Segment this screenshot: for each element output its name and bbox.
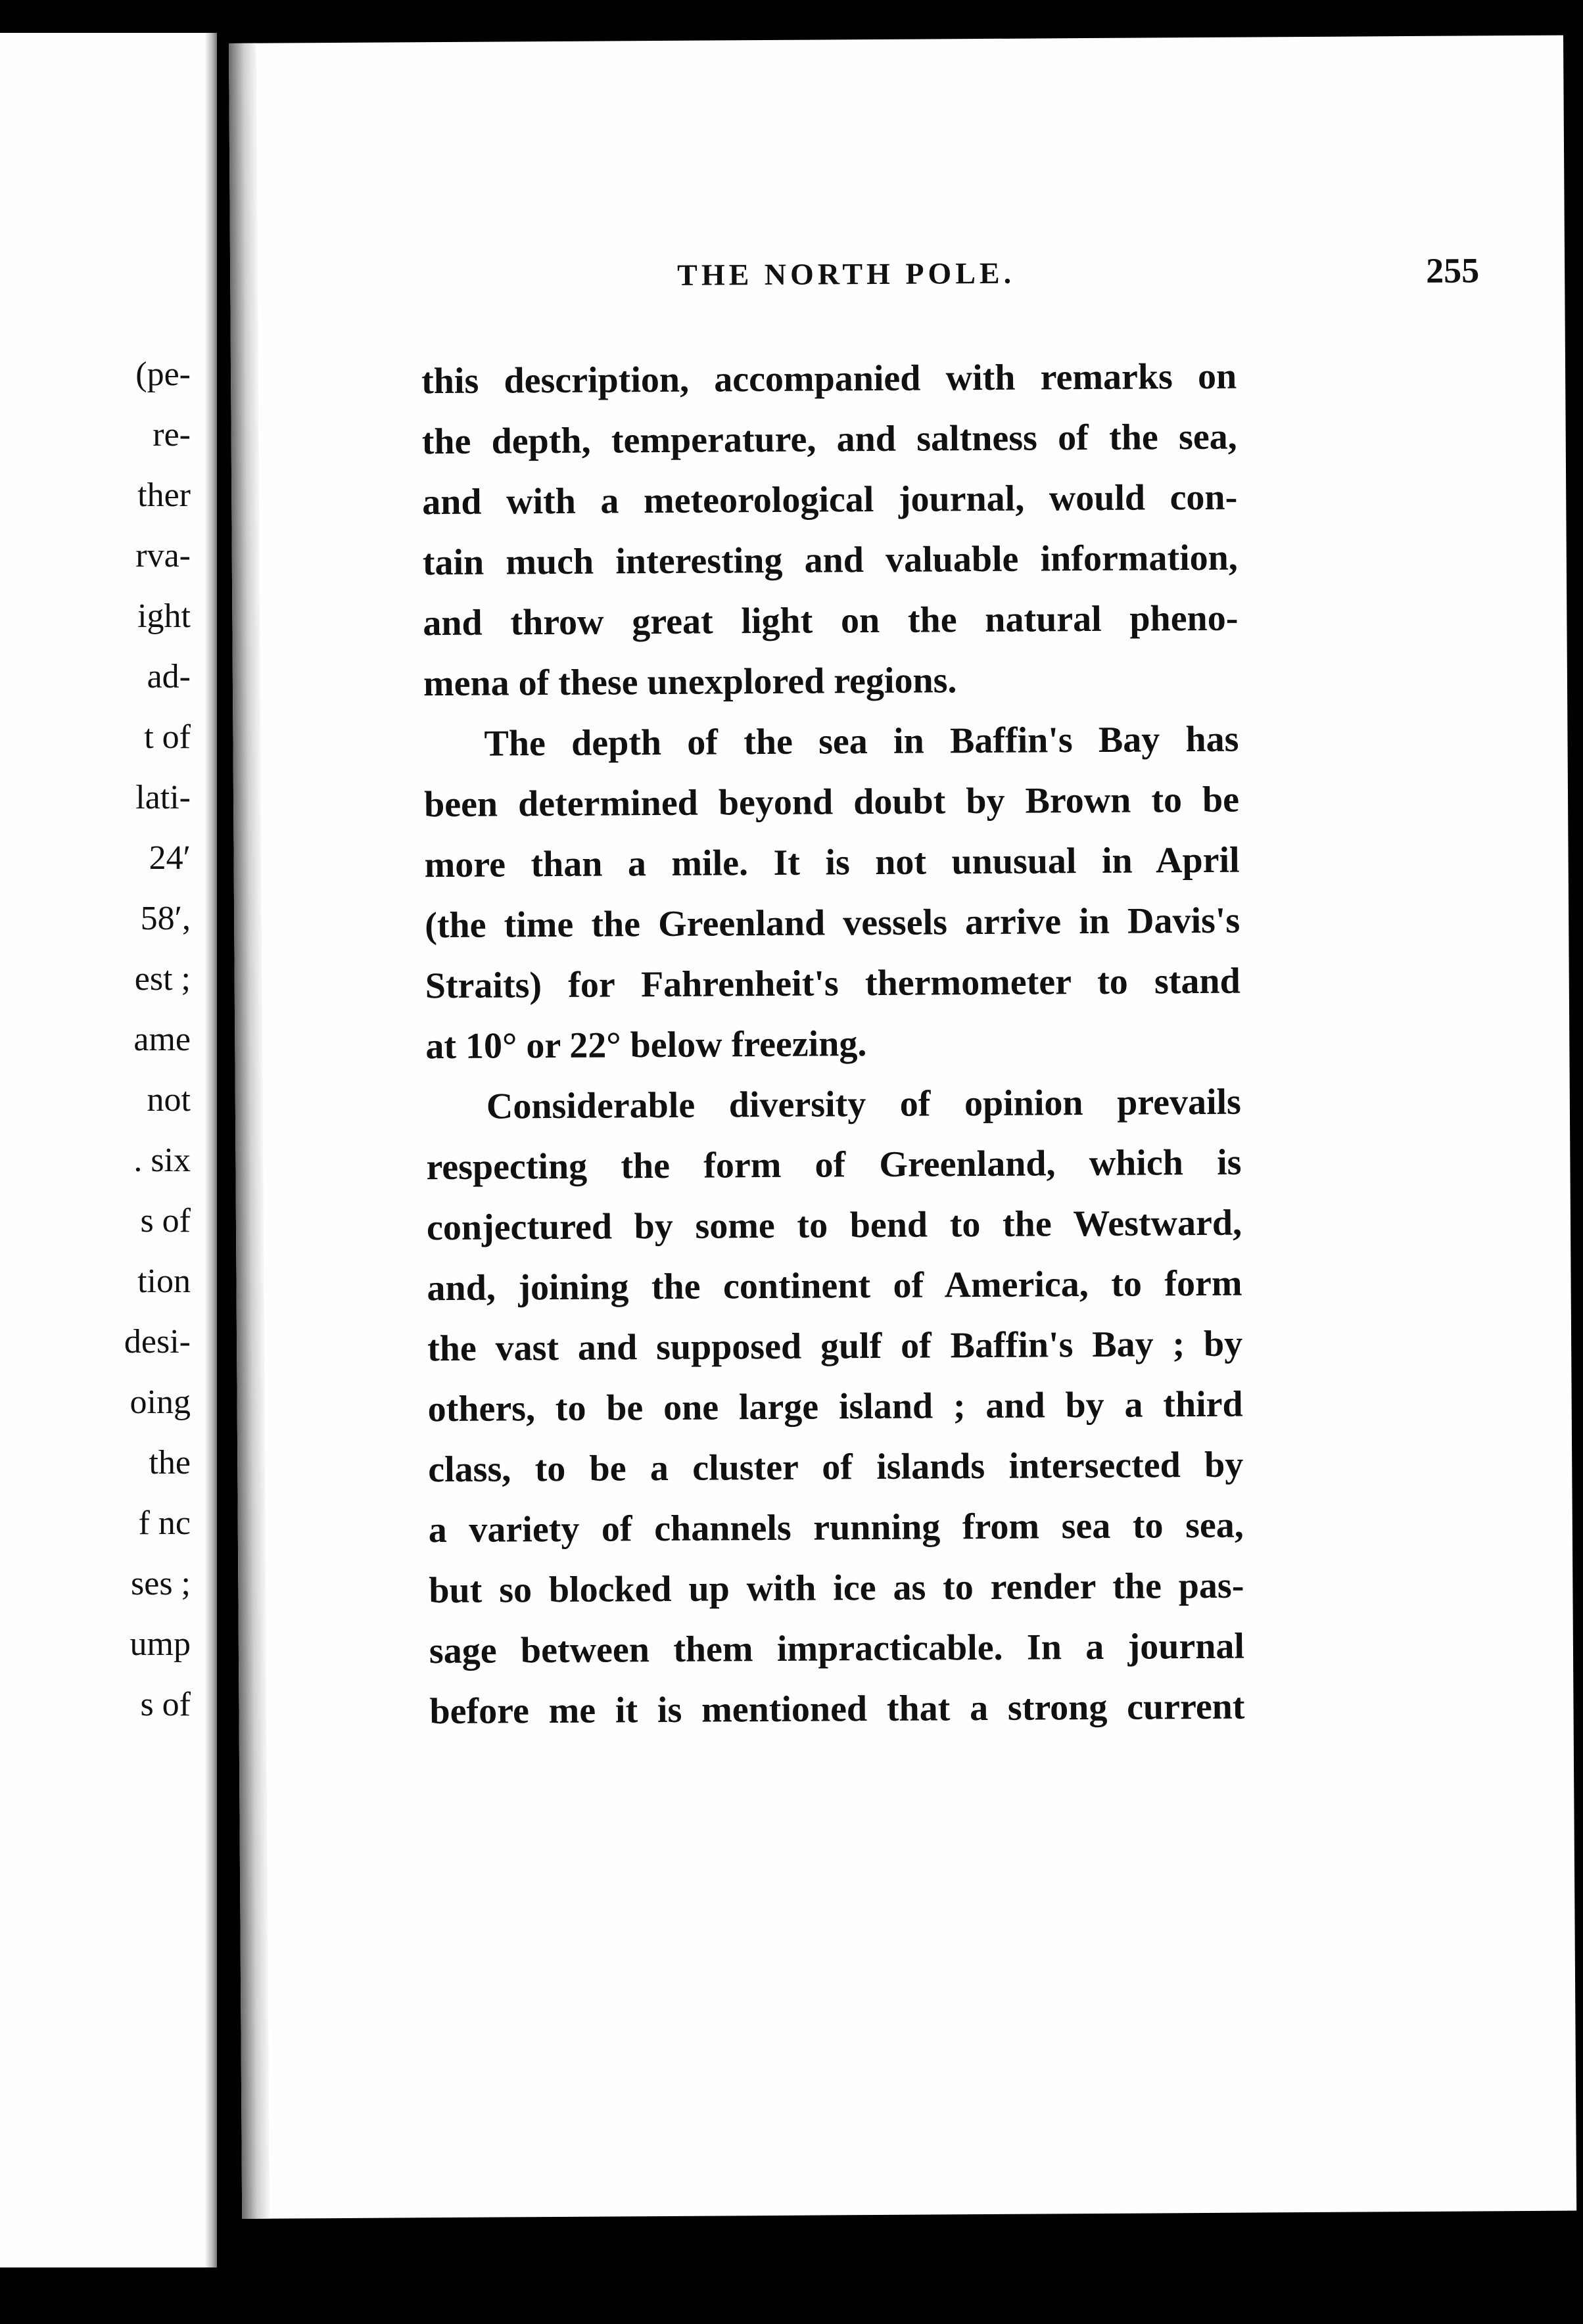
left-page-line: ses ; bbox=[131, 1565, 191, 1602]
text-line: and throw great light on the natural pheno- bbox=[423, 597, 1239, 644]
text-line: tain much interesting and valuable information, bbox=[422, 537, 1238, 584]
left-page-line: . six bbox=[133, 1142, 191, 1179]
left-page-line: ad- bbox=[147, 658, 191, 695]
left-page-line: ame bbox=[133, 1021, 191, 1058]
left-page-line: lati- bbox=[135, 779, 191, 816]
page-number: 255 bbox=[1425, 250, 1480, 290]
text-line: before me it is mentioned that a strong current bbox=[429, 1686, 1245, 1732]
left-page-line: ther bbox=[137, 476, 191, 514]
running-head: THE NORTH POLE. bbox=[677, 256, 1016, 292]
text-line: at 10° or 22° below freezing. bbox=[425, 1023, 867, 1067]
text-line: others, to be one large island ; and by a third bbox=[427, 1383, 1243, 1430]
body-text bbox=[421, 346, 1245, 1742]
text-line: Considerable diversity of opinion prevails bbox=[486, 1081, 1242, 1127]
text-line: been determined beyond doubt by Brown to be bbox=[423, 779, 1240, 825]
paragraph bbox=[423, 709, 1240, 1077]
left-page-line: not bbox=[147, 1081, 191, 1119]
text-line: but so blocked up with ice as to render the pas- bbox=[429, 1565, 1244, 1612]
left-page-line: s of bbox=[140, 1686, 191, 1723]
text-line: sage between them impracticable. In a journal bbox=[429, 1625, 1245, 1672]
left-page-line: t of bbox=[144, 718, 191, 756]
text-line: more than a mile. It is not unusual in April bbox=[424, 839, 1240, 886]
left-facing-page bbox=[0, 33, 217, 2267]
left-page-line: f nc bbox=[138, 1504, 191, 1542]
text-line: and with a meteorological journal, would con- bbox=[422, 476, 1238, 523]
text-line: this description, accompanied with remarks on bbox=[421, 356, 1237, 402]
left-page-line: re- bbox=[153, 416, 191, 453]
left-page-line: 24′ bbox=[149, 839, 191, 877]
left-page-line: ump bbox=[130, 1625, 191, 1663]
left-page-line: 58′, bbox=[140, 900, 191, 937]
text-line: the depth, temperature, and saltness of the sea, bbox=[421, 416, 1237, 463]
left-page-line: s of bbox=[140, 1202, 191, 1240]
left-page-line: tion bbox=[137, 1263, 191, 1300]
book-page bbox=[229, 35, 1576, 2219]
text-line: conjectured by some to bend to the Westward, bbox=[426, 1202, 1242, 1249]
text-line: and, joining the continent of America, to form bbox=[427, 1263, 1242, 1309]
text-line: (the time the Greenland vessels arrive in Davis's bbox=[425, 900, 1240, 946]
text-line: The depth of the sea in Baffin's Bay has bbox=[484, 718, 1239, 764]
text-line: respecting the form of Greenland, which is bbox=[426, 1142, 1242, 1188]
page-header bbox=[677, 252, 1479, 310]
left-page-gutter bbox=[205, 33, 217, 2267]
text-line: Straits) for Fahrenheit's thermometer to stand bbox=[425, 960, 1240, 1007]
left-page-line: oing bbox=[130, 1383, 191, 1421]
page-binding-shadow bbox=[229, 43, 270, 2219]
left-page-line: rva- bbox=[135, 537, 191, 574]
text-line: class, to be a cluster of islands intersected by bbox=[428, 1444, 1244, 1491]
left-page-line: desi- bbox=[124, 1323, 191, 1360]
text-line: mena of these unexplored regions. bbox=[423, 660, 957, 705]
text-line: a variety of channels running from sea to sea, bbox=[428, 1504, 1244, 1551]
left-page-line: est ; bbox=[134, 960, 191, 998]
paragraph bbox=[426, 1072, 1245, 1742]
left-page-line: the bbox=[149, 1444, 191, 1481]
left-page-line: ight bbox=[137, 597, 191, 635]
text-line: the vast and supposed gulf of Baffin's Bay ; by bbox=[427, 1323, 1243, 1370]
left-page-line: (pe- bbox=[135, 356, 191, 393]
paragraph bbox=[421, 346, 1239, 714]
